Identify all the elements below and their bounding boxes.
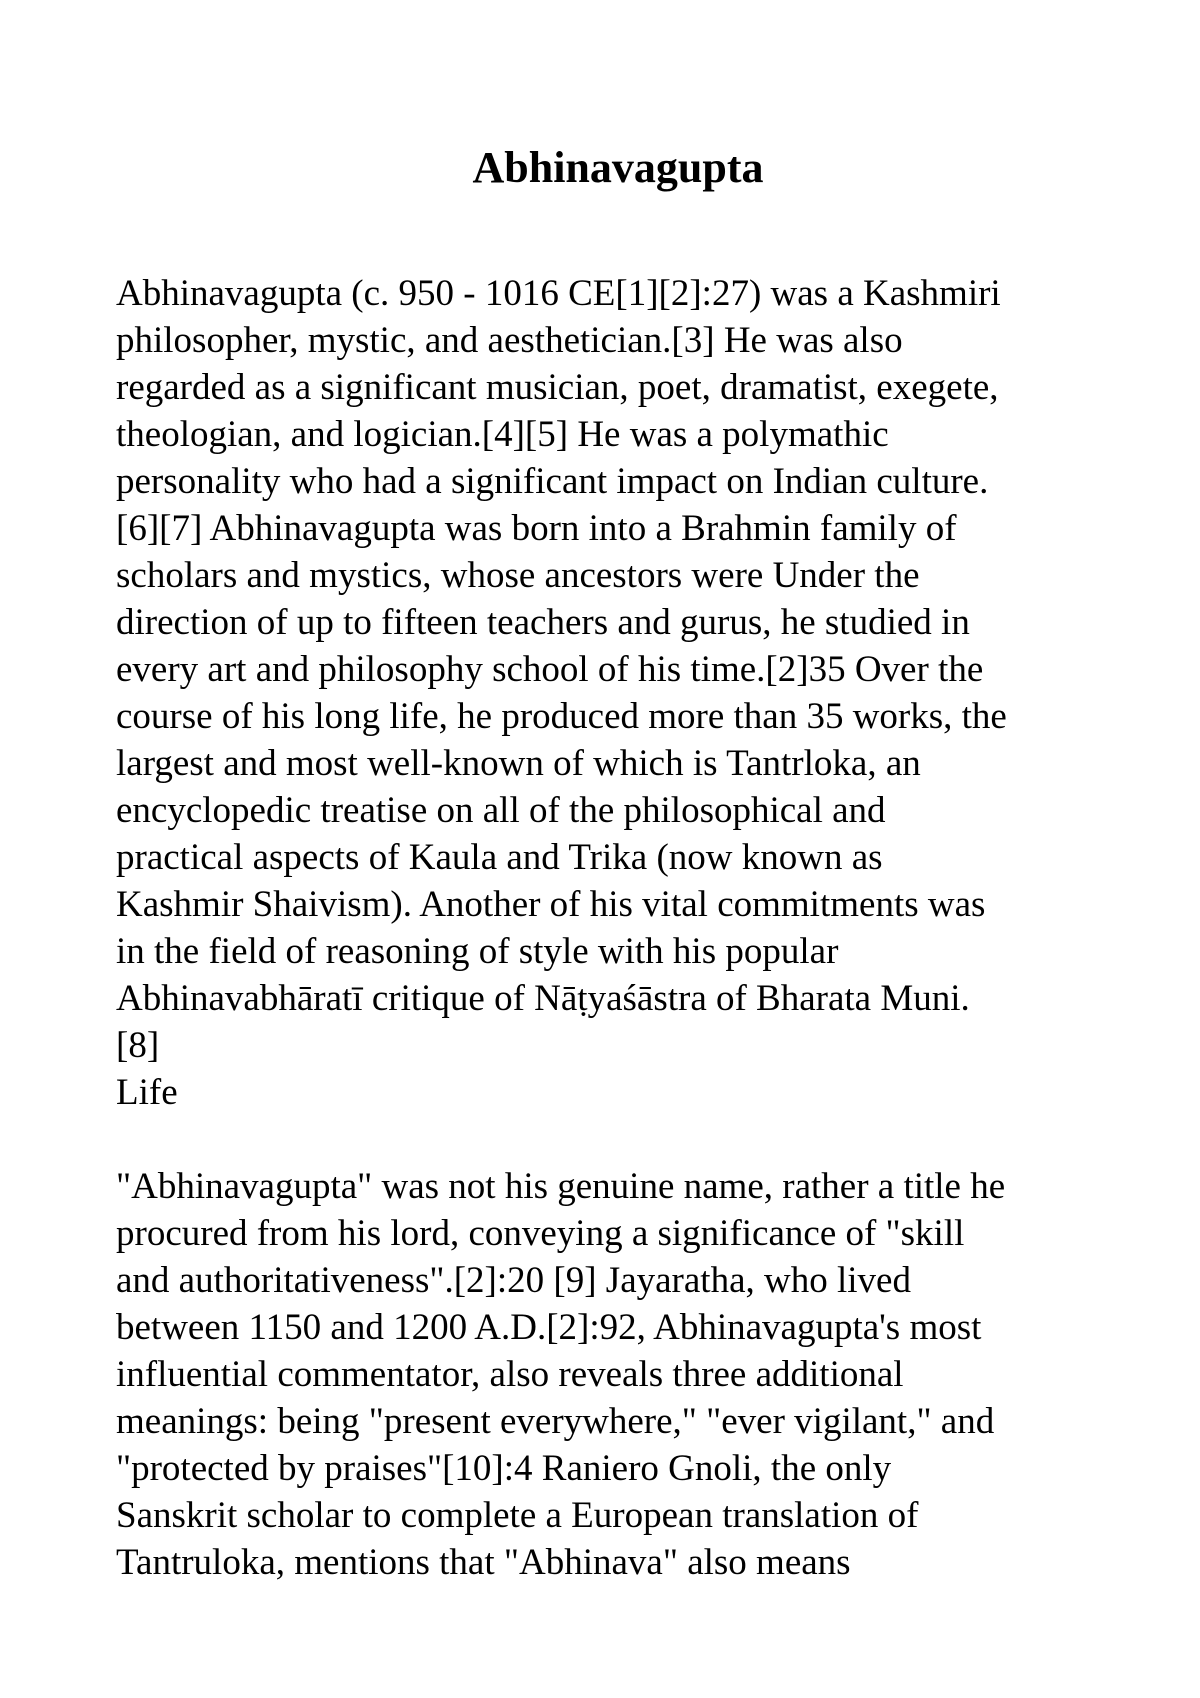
text-line: Sanskrit scholar to complete a European translation of: [116, 1495, 919, 1536]
text-line: between 1150 and 1200 A.D.[2]:92, Abhinavagupta's most: [116, 1307, 982, 1348]
document-title: Abhinavagupta: [472, 143, 764, 192]
section-heading-life: Life: [116, 1072, 178, 1113]
text-line: [8]: [116, 1025, 160, 1066]
text-line: meanings: being "present everywhere," "ever vigilant," and: [116, 1401, 995, 1442]
text-line: direction of up to fifteen teachers and gurus, he studied in: [116, 602, 970, 643]
text-line: Tantruloka, mentions that "Abhinava" also means: [116, 1542, 851, 1583]
intro-paragraph: [116, 270, 1116, 1586]
text-line: [6][7] Abhinavagupta was born into a Brahmin family of: [116, 508, 957, 549]
text-line: practical aspects of Kaula and Trika (now known as: [116, 837, 883, 878]
text-line: regarded as a significant musician, poet, dramatist, exegete,: [116, 367, 999, 408]
text-line: personality who had a significant impact on Indian culture.: [116, 461, 989, 502]
text-line: "protected by praises"[10]:4 Raniero Gnoli, the only: [116, 1448, 892, 1489]
text-line: "Abhinavagupta" was not his genuine name, rather a title he: [116, 1166, 1006, 1207]
text-line: Abhinavabhāratī critique of Nāṭyaśāstra of Bharata Muni.: [116, 978, 970, 1019]
text-line: course of his long life, he produced more than 35 works, the: [116, 696, 1007, 737]
text-line: philosopher, mystic, and aesthetician.[3] He was also: [116, 320, 903, 361]
text-line: and authoritativeness".[2]:20 [9] Jayaratha, who lived: [116, 1260, 911, 1301]
text-line: Kashmir Shaivism). Another of his vital commitments was: [116, 884, 986, 925]
text-line: Abhinavagupta (c. 950 - 1016 CE[1][2]:27) was a Kashmiri: [116, 273, 1001, 314]
text-line: scholars and mystics, whose ancestors were Under the: [116, 555, 920, 596]
blank-line: [116, 1116, 1116, 1163]
text-line: influential commentator, also reveals three additional: [116, 1354, 904, 1395]
text-line: encyclopedic treatise on all of the philosophical and: [116, 790, 886, 831]
text-line: in the field of reasoning of style with his popular: [116, 931, 839, 972]
text-line: procured from his lord, conveying a significance of "skill: [116, 1213, 965, 1254]
text-line: every art and philosophy school of his time.[2]35 Over the: [116, 649, 984, 690]
text-line: largest and most well-known of which is Tantrloka, an: [116, 743, 921, 784]
text-line: theologian, and logician.[4][5] He was a polymathic: [116, 414, 889, 455]
